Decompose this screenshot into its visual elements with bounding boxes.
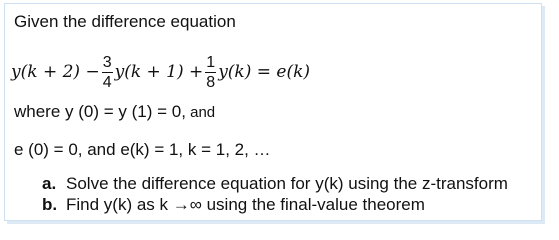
difference-equation [11, 48, 310, 96]
initial-conditions-text: where y (0) = y (1) = 0, [14, 102, 186, 121]
input-definition: e (0) = 0, and e(k) = 1, k = 1, 2, … [14, 140, 271, 159]
fraction-one-eighth [205, 54, 216, 91]
equation-term-1: y(k + 2) − [11, 62, 100, 82]
task-marker: b. [42, 195, 58, 214]
initial-conditions-and: and [185, 104, 216, 121]
task-list [42, 173, 508, 215]
equation-term-3: y(k) = e(k) [218, 62, 311, 82]
fraction-numerator: 1 [206, 53, 216, 71]
problem-card [4, 3, 542, 221]
initial-conditions [14, 102, 215, 123]
task-text: Find y(k) as k →∞ using the final-value theorem [66, 195, 425, 214]
fraction-denominator: 4 [102, 73, 112, 91]
task-text: Solve the difference equation for y(k) using the z-transform [66, 174, 508, 193]
fraction-numerator: 3 [102, 53, 112, 71]
fraction-denominator: 8 [206, 73, 216, 91]
task-item-a [42, 173, 508, 194]
task-item-b [42, 194, 508, 215]
fraction-three-quarters [102, 54, 113, 91]
task-marker: a. [42, 174, 57, 193]
intro-text: Given the difference equation [14, 12, 236, 31]
equation-term-2: y(k + 1) + [114, 62, 204, 82]
